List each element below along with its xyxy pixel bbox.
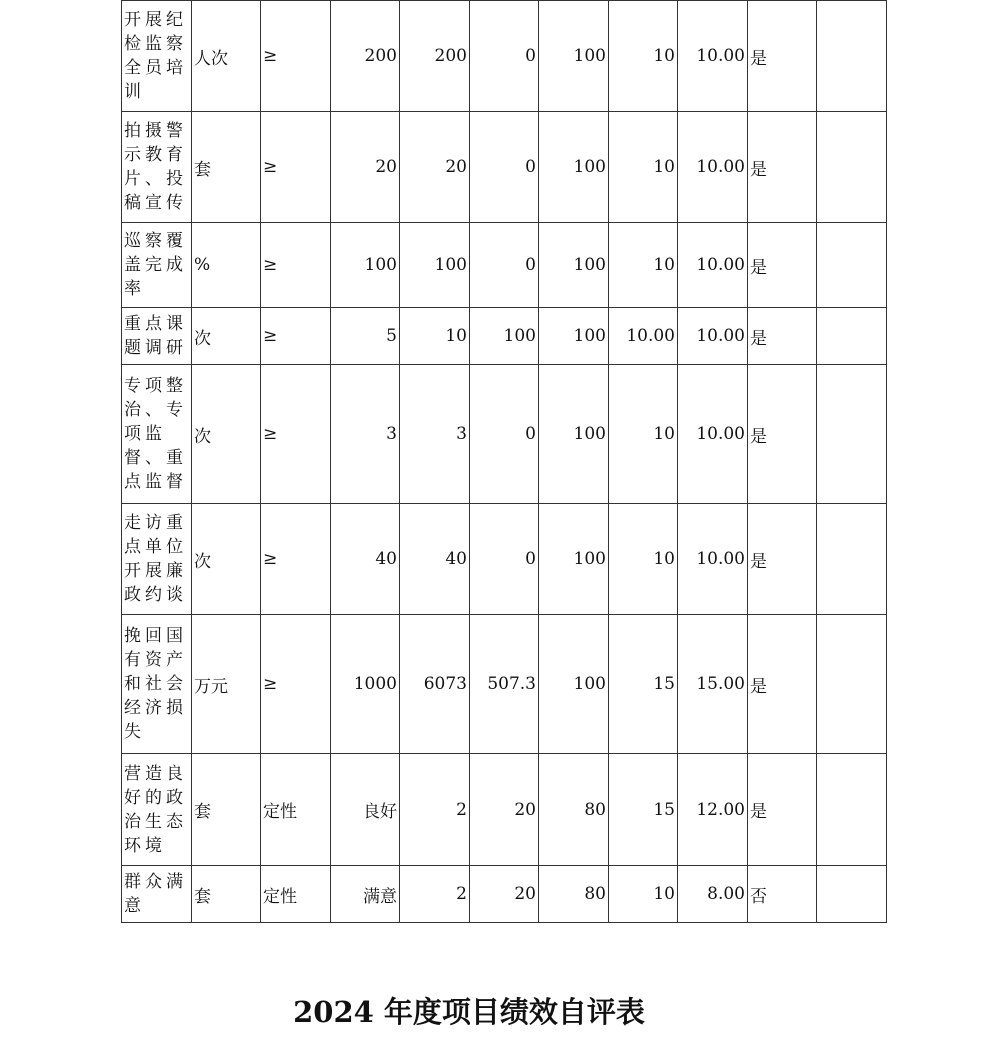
target-cell: 3 [331, 365, 400, 504]
score-cell: 10.00 [678, 223, 748, 308]
pct-cell: 20 [470, 866, 539, 923]
actual-cell: 2 [400, 866, 470, 923]
target-cell: 满意 [331, 866, 400, 923]
note-cell [817, 223, 887, 308]
pct-cell: 20 [470, 754, 539, 866]
note-cell [817, 504, 887, 615]
cap-cell: 80 [539, 866, 609, 923]
indicator-name-cell: 拍摄警示教育片、投稿宣传 [122, 112, 192, 223]
achieved-cell: 是 [748, 365, 817, 504]
score-cell: 10.00 [678, 308, 748, 365]
table-row [122, 1, 887, 112]
type-cell: ≥ [261, 504, 331, 615]
score-cell: 10.00 [678, 1, 748, 112]
cap-cell: 100 [539, 504, 609, 615]
achieved-cell: 是 [748, 504, 817, 615]
actual-cell: 6073 [400, 615, 470, 754]
cap-cell: 100 [539, 223, 609, 308]
table-row [122, 223, 887, 308]
target-cell: 100 [331, 223, 400, 308]
indicator-name-cell: 专项整治、专项监督、重点监督 [122, 365, 192, 504]
pct-cell: 0 [470, 112, 539, 223]
type-cell: 定性 [261, 866, 331, 923]
table-row [122, 866, 887, 923]
target-cell: 40 [331, 504, 400, 615]
cap-cell: 100 [539, 308, 609, 365]
achieved-cell: 是 [748, 615, 817, 754]
unit-cell: 人次 [192, 1, 261, 112]
note-cell [817, 615, 887, 754]
cap-cell: 80 [539, 754, 609, 866]
score-cell: 8.00 [678, 866, 748, 923]
achieved-cell: 是 [748, 1, 817, 112]
score-cell: 10.00 [678, 365, 748, 504]
pct-cell: 507.3 [470, 615, 539, 754]
score-cell: 12.00 [678, 754, 748, 866]
performance-table [121, 0, 887, 923]
weight-cell: 10 [609, 866, 678, 923]
achieved-cell: 是 [748, 112, 817, 223]
unit-cell: % [192, 223, 261, 308]
note-cell [817, 754, 887, 866]
type-cell: ≥ [261, 1, 331, 112]
unit-cell: 次 [192, 308, 261, 365]
pct-cell: 0 [470, 365, 539, 504]
cap-cell: 100 [539, 615, 609, 754]
note-cell [817, 866, 887, 923]
cap-cell: 100 [539, 365, 609, 504]
table-row [122, 112, 887, 223]
achieved-cell: 否 [748, 866, 817, 923]
weight-cell: 10 [609, 365, 678, 504]
indicator-name-cell: 重点课题调研 [122, 308, 192, 365]
target-cell: 良好 [331, 754, 400, 866]
type-cell: ≥ [261, 615, 331, 754]
score-cell: 15.00 [678, 615, 748, 754]
table-row [122, 308, 887, 365]
unit-cell: 套 [192, 754, 261, 866]
table-row [122, 615, 887, 754]
indicator-name-cell: 走访重点单位开展廉政约谈 [122, 504, 192, 615]
indicator-name-cell: 挽回国有资产和社会经济损失 [122, 615, 192, 754]
weight-cell: 10 [609, 504, 678, 615]
target-cell: 1000 [331, 615, 400, 754]
type-cell: 定性 [261, 754, 331, 866]
indicator-name-cell: 巡察覆盖完成率 [122, 223, 192, 308]
weight-cell: 10 [609, 112, 678, 223]
unit-cell: 套 [192, 866, 261, 923]
achieved-cell: 是 [748, 223, 817, 308]
unit-cell: 套 [192, 112, 261, 223]
score-cell: 10.00 [678, 112, 748, 223]
pct-cell: 100 [470, 308, 539, 365]
cap-cell: 100 [539, 1, 609, 112]
achieved-cell: 是 [748, 308, 817, 365]
pct-cell: 0 [470, 223, 539, 308]
unit-cell: 次 [192, 504, 261, 615]
type-cell: ≥ [261, 223, 331, 308]
note-cell [817, 308, 887, 365]
type-cell: ≥ [261, 308, 331, 365]
achieved-cell: 是 [748, 754, 817, 866]
unit-cell: 次 [192, 365, 261, 504]
cap-cell: 100 [539, 112, 609, 223]
target-cell: 200 [331, 1, 400, 112]
document-title: 2024 年度项目绩效自评表 [293, 995, 645, 1029]
actual-cell: 10 [400, 308, 470, 365]
type-cell: ≥ [261, 365, 331, 504]
weight-cell: 10 [609, 223, 678, 308]
type-cell: ≥ [261, 112, 331, 223]
actual-cell: 20 [400, 112, 470, 223]
score-cell: 10.00 [678, 504, 748, 615]
target-cell: 20 [331, 112, 400, 223]
weight-cell: 10.00 [609, 308, 678, 365]
table-row [122, 754, 887, 866]
table-row [122, 365, 887, 504]
indicator-name-cell: 营造良好的政治生态环境 [122, 754, 192, 866]
pct-cell: 0 [470, 504, 539, 615]
actual-cell: 3 [400, 365, 470, 504]
actual-cell: 40 [400, 504, 470, 615]
weight-cell: 15 [609, 754, 678, 866]
note-cell [817, 1, 887, 112]
pct-cell: 0 [470, 1, 539, 112]
actual-cell: 200 [400, 1, 470, 112]
weight-cell: 15 [609, 615, 678, 754]
table-row [122, 504, 887, 615]
weight-cell: 10 [609, 1, 678, 112]
actual-cell: 2 [400, 754, 470, 866]
indicator-name-cell: 群众满意 [122, 866, 192, 923]
unit-cell: 万元 [192, 615, 261, 754]
note-cell [817, 365, 887, 504]
note-cell [817, 112, 887, 223]
actual-cell: 100 [400, 223, 470, 308]
target-cell: 5 [331, 308, 400, 365]
indicator-name-cell: 开展纪检监察全员培训 [122, 1, 192, 112]
